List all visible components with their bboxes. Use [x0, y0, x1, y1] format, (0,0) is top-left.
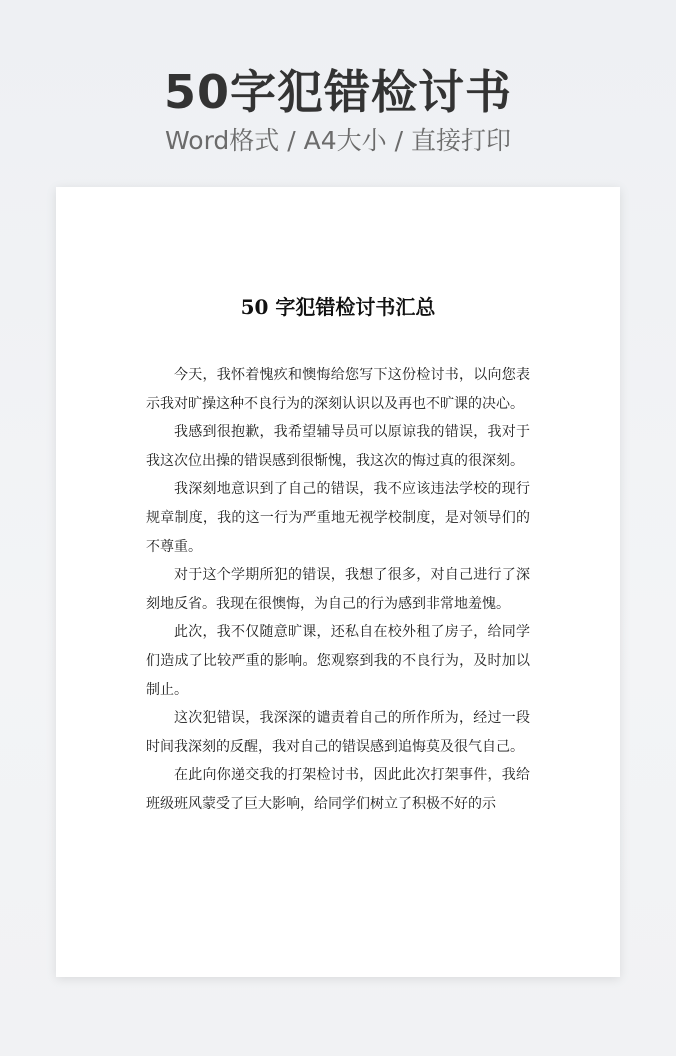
document-preview: [56, 187, 620, 977]
document-body: [146, 361, 530, 921]
page-title: 50字犯错检讨书: [163, 65, 512, 119]
document-paragraph: 对于这个学期所犯的错误，我想了很多，对自己进行了深刻地反省。我现在很懊悔，为自己的行为感到非常地羞愧。: [146, 567, 530, 612]
page-subtitle: Word格式 / A4大小 / 直接打印: [165, 126, 511, 155]
document-paragraph: 今天，我怀着愧疚和懊悔给您写下这份检讨书，以向您表示我对旷操这种不良行为的深刻认识以及再也不旷课的决心。: [146, 367, 530, 412]
document-paragraph: 这次犯错误，我深深的谴责着自己的所作所为，经过一段时间我深刻的反醒，我对自己的错误感到追悔莫及很气自己。: [146, 710, 530, 755]
document-title: 50 字犯错检讨书汇总: [240, 295, 436, 319]
document-paragraph: 我深刻地意识到了自己的错误，我不应该违法学校的现行规章制度，我的这一行为严重地无视学校制度，是对领导们的不尊重。: [146, 481, 530, 555]
document-paragraph: 我感到很抱歉，我希望辅导员可以原谅我的错误，我对于我这次位出操的错误感到很惭愧，我这次的悔过真的很深刻。: [146, 424, 530, 469]
document-paragraph: 此次，我不仅随意旷课，还私自在校外租了房子，给同学们造成了比较严重的影响。您观察到我的不良行为，及时加以制止。: [146, 624, 530, 698]
document-paragraph: 在此向你递交我的打架检讨书，因此此次打架事件，我给班级班风蒙受了巨大影响，给同学们树立了积极不好的示: [146, 767, 530, 812]
page-header: [0, 62, 676, 158]
